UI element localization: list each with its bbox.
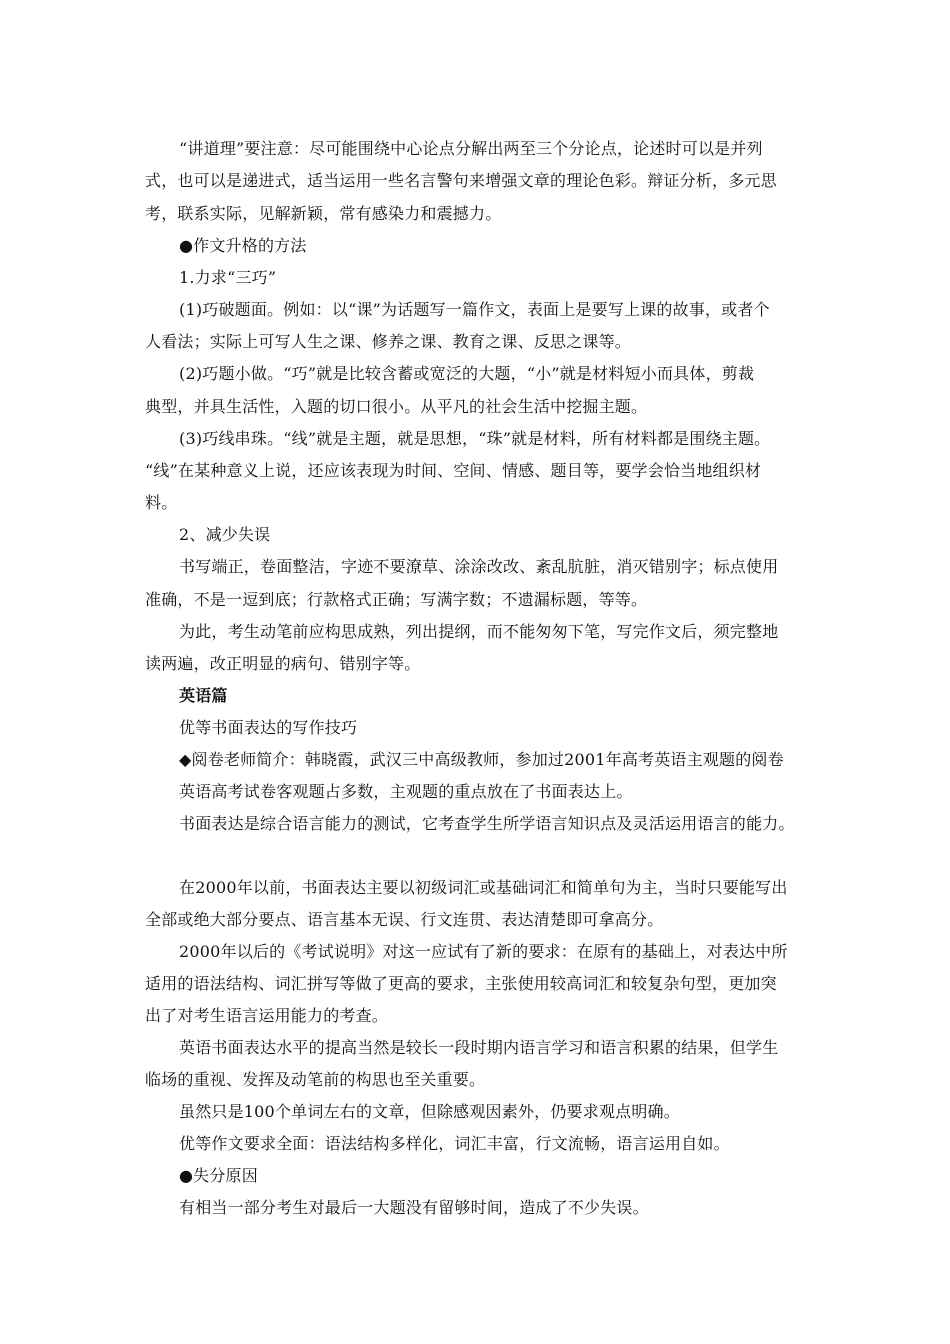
paragraph-line: 准确，不是一逗到底；行款格式正确；写满字数；不遗漏标题，等等。 — [145, 590, 648, 609]
subsection-heading: 优等书面表达的写作技巧 — [179, 718, 358, 737]
paragraph-line: 优等作文要求全面：语法结构多样化，词汇丰富，行文流畅，语言运用自如。 — [179, 1134, 730, 1153]
paragraph-line: 考，联系实际，见解新颖，常有感染力和震撼力。 — [145, 204, 502, 223]
paragraph-line: (3)巧线串珠。“线”就是主题，就是思想，“珠”就是材料，所有材料都是围绕主题。 — [179, 429, 771, 448]
paragraph-line: 有相当一部分考生对最后一大题没有留够时间，造成了不少失误。 — [179, 1198, 649, 1217]
paragraph-line: 适用的语法结构、词汇拼写等做了更高的要求，主张使用较高词汇和较复杂句型，更加突 — [145, 974, 777, 993]
paragraph-line: (2)巧题小做。“巧”就是比较含蓄或宽泛的大题，“小”就是材料短小而具体，剪裁 — [179, 364, 755, 383]
paragraph-line: ◆阅卷老师简介：韩晓霞，武汉三中高级教师，参加过2001年高考英语主观题的阅卷 — [179, 750, 784, 769]
paragraph-line: 2000年以后的《考试说明》对这一应试有了新的要求：在原有的基础上，对表达中所 — [179, 942, 788, 961]
paragraph-line: 式，也可以是递进式，适当运用一些名言警句来增强文章的理论色彩。辩证分析，多元思 — [145, 171, 777, 190]
paragraph-line: 虽然只是100个单词左右的文章，但除感观因素外，仍要求观点明确。 — [179, 1102, 680, 1121]
section-heading: ●失分原因 — [179, 1166, 258, 1185]
paragraph-line: 典型，并具生活性，入题的切口很小。从平凡的社会生活中挖掘主题。 — [145, 397, 648, 416]
paragraph-line: 人看法；实际上可写人生之课、修养之课、教育之课、反思之课等。 — [145, 332, 632, 351]
subsection-heading: 1.力求“三巧” — [179, 268, 277, 287]
paragraph-line: 出了对考生语言运用能力的考查。 — [145, 1006, 389, 1025]
paragraph-line: “讲道理”要注意：尽可能围绕中心论点分解出两至三个分论点，论述时可以是并列 — [179, 139, 763, 158]
paragraph-line: 全部或绝大部分要点、语言基本无误、行文连贯、表达清楚即可拿高分。 — [145, 910, 664, 929]
paragraph-line: 英语书面表达水平的提高当然是较长一段时期内语言学习和语言积累的结果，但学生 — [179, 1038, 779, 1057]
paragraph-line: 在2000年以前，书面表达主要以初级词汇或基础词汇和简单句为主，当时只要能写出 — [179, 878, 788, 897]
paragraph-line: 英语高考试卷客观题占多数，主观题的重点放在了书面表达上。 — [179, 782, 633, 801]
paragraph-line: 临场的重视、发挥及动笔前的构思也至关重要。 — [145, 1070, 486, 1089]
paragraph-line: 书面表达是综合语言能力的测试，它考查学生所学语言知识点及灵活运用语言的能力。 — [179, 814, 795, 833]
subsection-heading: 2、减少失误 — [179, 525, 271, 544]
paragraph-line: (1)巧破题面。例如：以“课”为话题写一篇作文，表面上是要写上课的故事，或者个 — [179, 300, 770, 319]
paragraph-line: “线”在某种意义上说，还应该表现为时间、空间、情感、题目等，要学会恰当地组织材 — [145, 461, 762, 480]
paragraph-line: 书写端正，卷面整洁，字迹不要潦草、涂涂改改、紊乱肮脏，消灭错别字；标点使用 — [179, 557, 779, 576]
paragraph-line: 为此，考生动笔前应构思成熟，列出提纲，而不能匆匆下笔，写完作文后，须完整地 — [179, 622, 779, 641]
section-heading: ●作文升格的方法 — [179, 236, 307, 255]
paragraph-line: 读两遍，改正明显的病句、错别字等。 — [145, 654, 421, 673]
paragraph-line: 料。 — [145, 493, 178, 512]
section-title: 英语篇 — [179, 686, 228, 705]
